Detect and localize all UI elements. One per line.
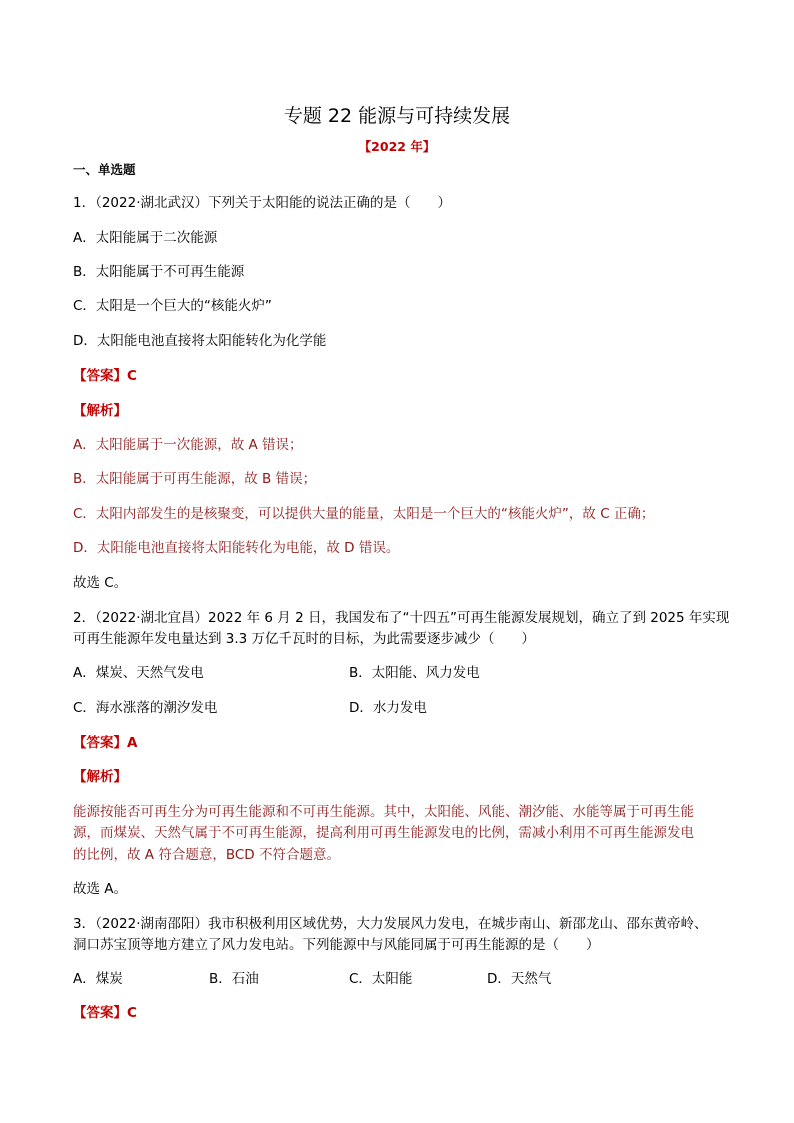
question-3-option-d: D．天然气 [487, 971, 552, 987]
question-2-option-d: D．水力发电 [349, 700, 427, 716]
year-tag: 【2022 年】 [358, 139, 436, 154]
question-1-analysis-a: A．太阳能属于一次能源，故 A 错误； [73, 437, 303, 453]
question-2-option-a: A．煤炭、天然气发电 [73, 665, 204, 681]
question-2-stem-line-1: 2．（2022·湖北宜昌）2022 年 6 月 2 日，我国发布了“十四五”可再生能源发展规划，确立了到 2025 年实现 [73, 610, 730, 626]
question-1-analysis-d: D．太阳能电池直接将太阳能转化为电能，故 D 错误。 [73, 540, 400, 556]
question-2-analysis-line-3: 的比例，故 A 符合题意，BCD 不符合题意。 [73, 847, 340, 863]
question-3-stem-line-2: 洞口苏宝顶等地方建立了风力发电站。下列能源中与风能同属于可再生能源的是（ ） [73, 937, 600, 953]
question-2-stem-line-2: 可再生能源年发电量达到 3.3 万亿千瓦时的目标，为此需要逐步减少（ ） [73, 631, 536, 647]
question-1-analysis-label: 【解析】 [73, 403, 127, 419]
question-1-analysis-b: B．太阳能属于可再生能源，故 B 错误； [73, 471, 317, 487]
question-1-option-c: C．太阳是一个巨大的“核能火炉” [73, 298, 272, 314]
question-2-analysis-label: 【解析】 [73, 769, 127, 785]
question-1-answer: 【答案】C [73, 368, 137, 384]
question-2-option-b: B．太阳能、风力发电 [349, 665, 480, 681]
question-3-option-c: C．太阳能 [349, 971, 413, 987]
question-3-option-a: A．煤炭 [73, 971, 123, 987]
question-1-option-a: A．太阳能属于二次能源 [73, 230, 218, 246]
question-2-analysis-line-1: 能源按能否可再生分为可再生能源和不可再生能源。其中，太阳能、风能、潮汐能、水能等属于可再生能 [73, 804, 694, 820]
question-3-answer: 【答案】C [73, 1005, 137, 1021]
question-2-answer: 【答案】A [73, 735, 138, 751]
question-2-analysis-line-2: 源，而煤炭、天然气属于不可再生能源，提高利用可再生能源发电的比例，需减小利用不可再生能源发电 [73, 825, 694, 841]
question-2-conclusion: 故选 A。 [73, 881, 128, 897]
question-1-stem: 1．（2022·湖北武汉）下列关于太阳能的说法正确的是（ ） [73, 195, 451, 211]
question-3-stem-line-1: 3．（2022·湖南邵阳）我市积极利用区域优势，大力发展风力发电，在城步南山、新邵龙山、邵东黄帝岭、 [73, 916, 708, 932]
question-1-conclusion: 故选 C。 [73, 575, 128, 591]
question-1-analysis-c: C．太阳内部发生的是核聚变，可以提供大量的能量，太阳是一个巨大的“核能火炉”，故 C 正确； [73, 506, 655, 522]
question-3-option-b: B．石油 [209, 971, 259, 987]
question-1-option-b: B．太阳能属于不可再生能源 [73, 264, 245, 280]
question-2-option-c: C．海水涨落的潮汐发电 [73, 700, 218, 716]
section-heading: 一、单选题 [73, 162, 136, 177]
page-title: 专题 22 能源与可持续发展 [283, 105, 511, 127]
question-1-option-d: D．太阳能电池直接将太阳能转化为化学能 [73, 333, 327, 349]
